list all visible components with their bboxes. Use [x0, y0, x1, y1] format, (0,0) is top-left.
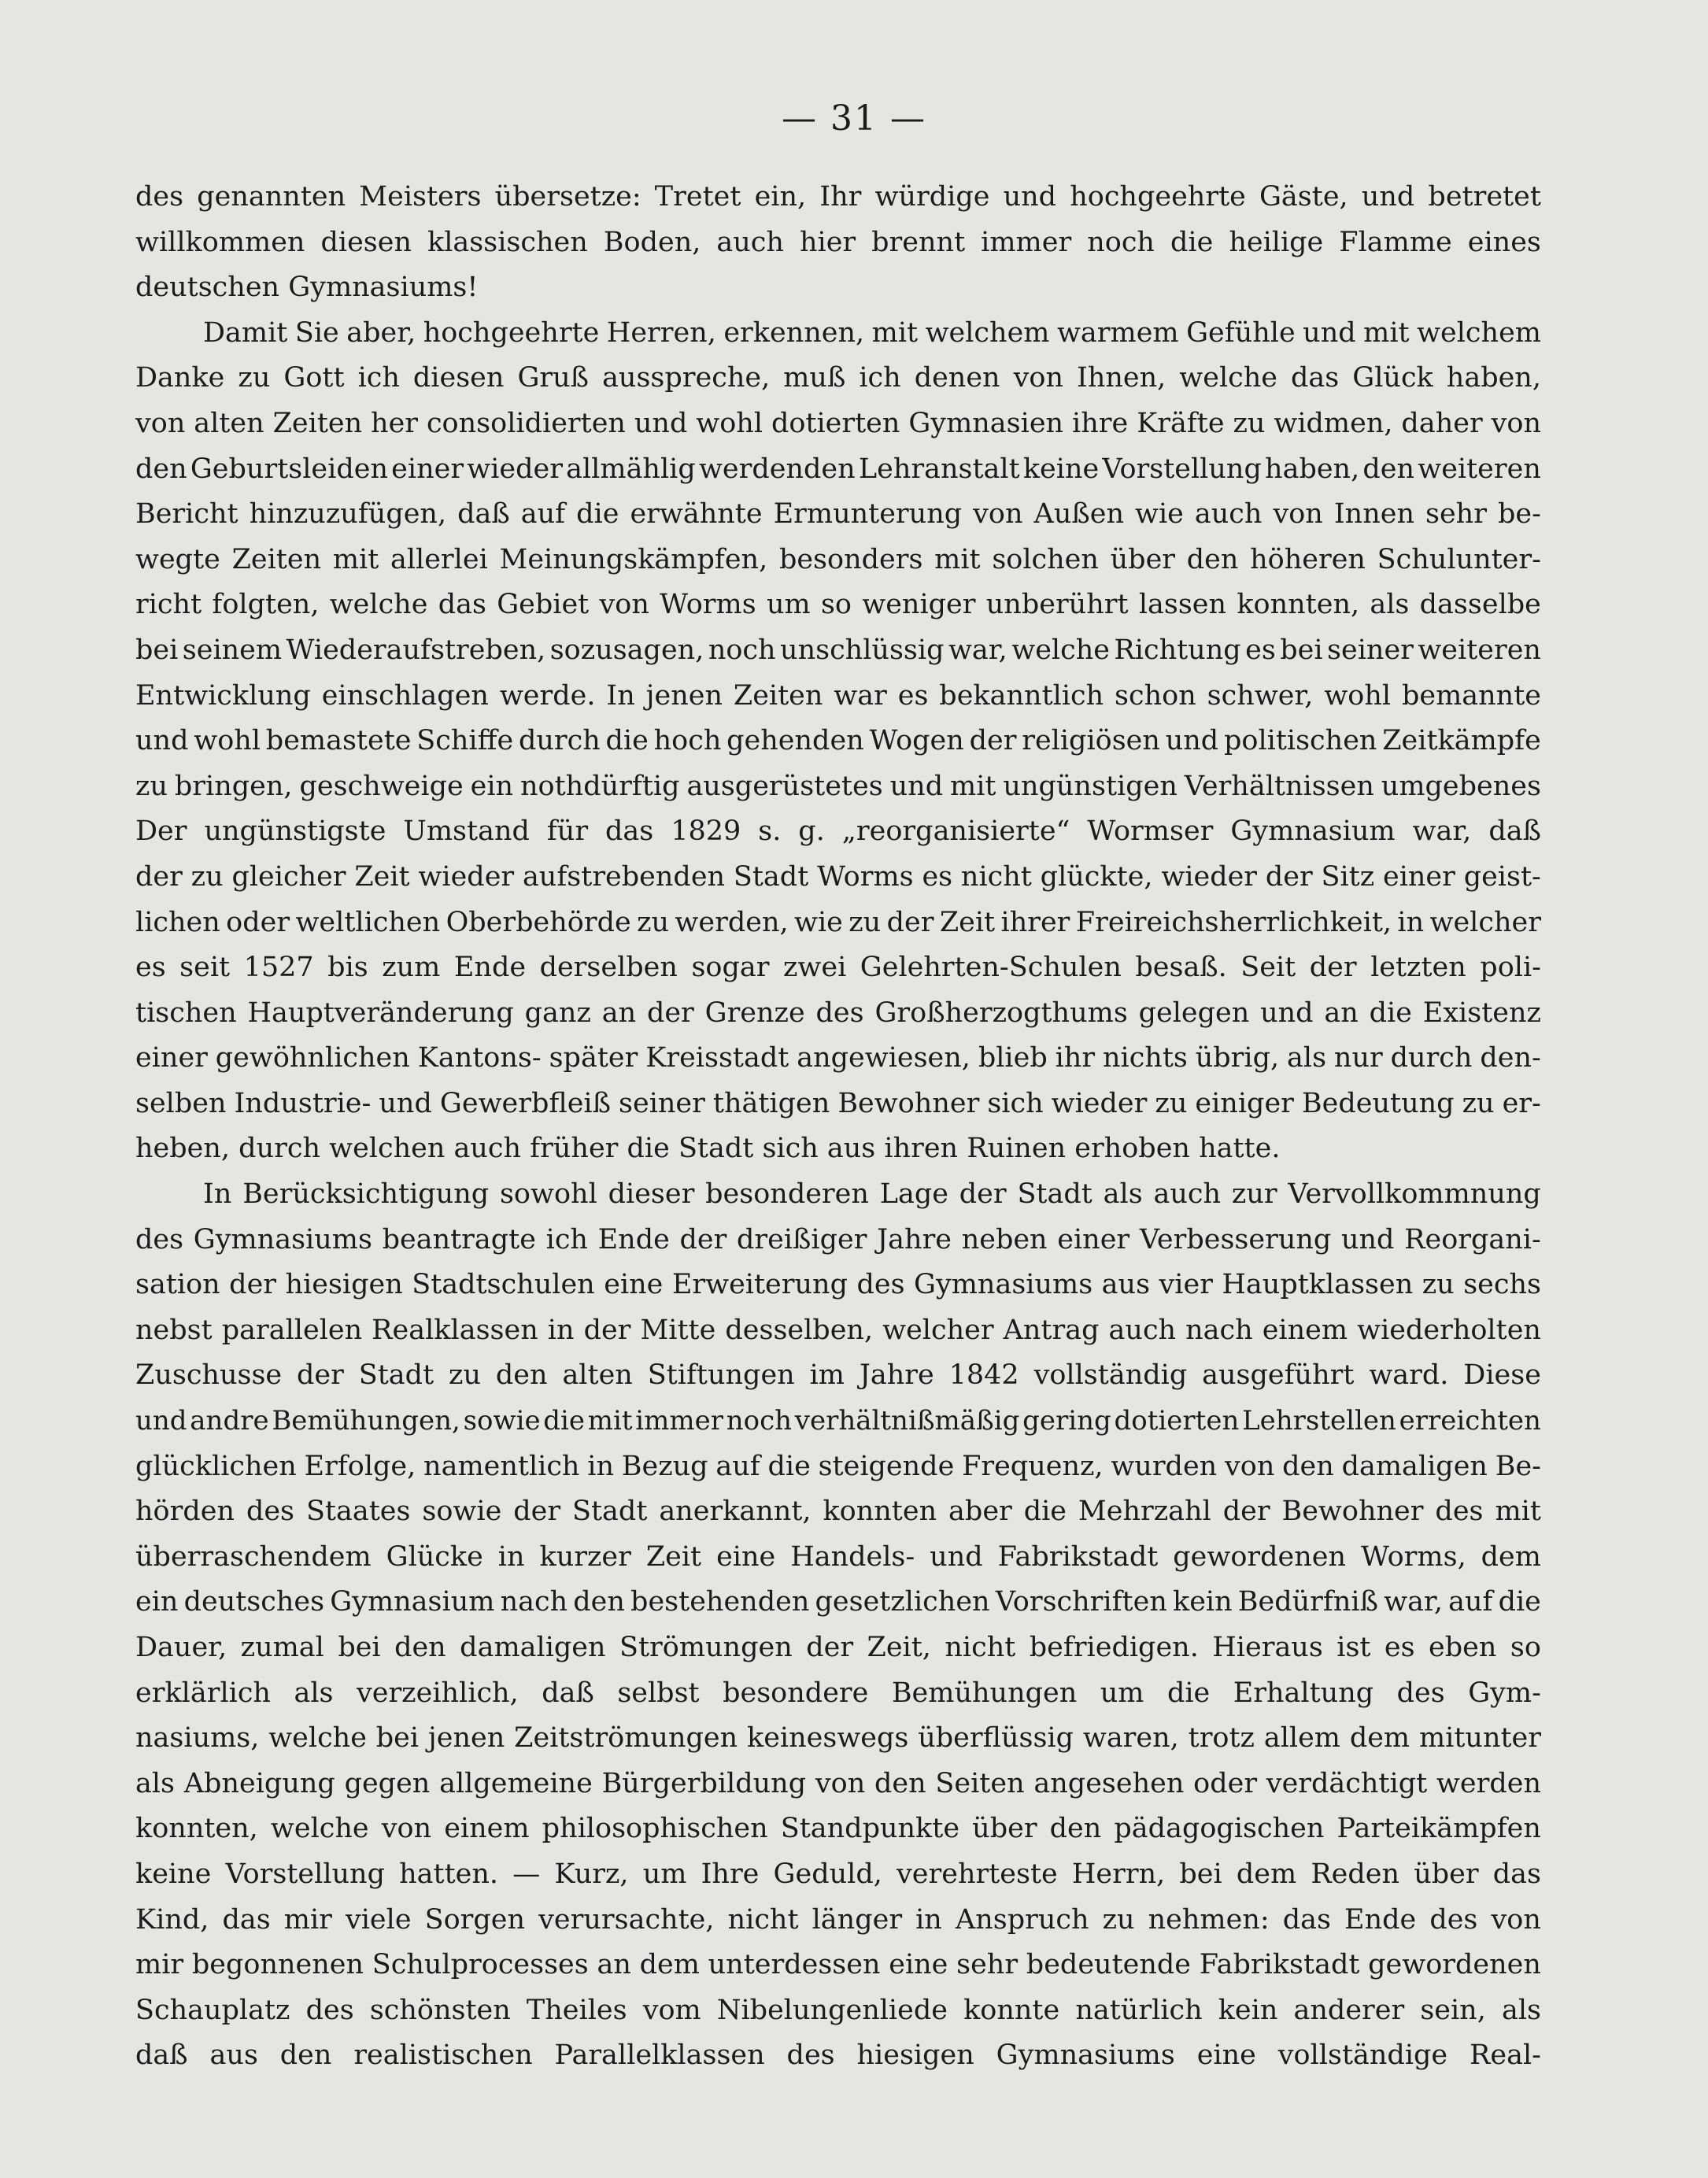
text-line: bei seinem Wiederaufstreben, sozusagen, noch unschlüssig war, welche Richtung es bei seiner weiteren	[135, 634, 1541, 666]
text-line: willkommen diesen klassischen Boden, auch hier brennt immer noch die heilige Flamme eines	[135, 226, 1541, 258]
text-line: Entwicklung einschlagen werde. In jenen Zeiten war es bekanntlich schon schwer, wohl bemannte	[135, 679, 1541, 712]
text-line: richt folgten, welche das Gebiet von Worms um so weniger unberührt lassen konnten, als dasselbe	[135, 589, 1541, 621]
page-number: — 31 —	[782, 98, 926, 139]
text-line: konnten, welche von einem philosophischen Standpunkte über den pädagogischen Parteikämpfen	[135, 1813, 1541, 1845]
text-line: den Geburtsleiden einer wieder allmählig werdenden Lehranstalt keine Vorstellung haben, den weiteren	[135, 453, 1541, 485]
text-line: einer gewöhnlichen Kantons- später Kreisstadt angewiesen, blieb ihr nichts übrig, als nur durch den-	[135, 1042, 1541, 1074]
text-line: glücklichen Erfolge, namentlich in Bezug auf die steigende Frequenz, wurden von den damaligen Be-	[135, 1450, 1541, 1482]
text-line: nebst parallelen Realklassen in der Mitte desselben, welcher Antrag auch nach einem wiederholten	[135, 1314, 1541, 1346]
text-line: Danke zu Gott ich diesen Gruß ausspreche, muß ich denen von Ihnen, welche das Glück haben,	[135, 362, 1541, 394]
text-line: Zuschusse der Stadt zu den alten Stiftungen im Jahre 1842 vollständig ausgeführt ward. Diese	[135, 1359, 1541, 1392]
text-line: lichen oder weltlichen Oberbehörde zu werden, wie zu der Zeit ihrer Freireichsherrlichkeit, in welcher	[135, 906, 1541, 938]
text-line: heben, durch welchen auch früher die Stadt sich aus ihren Ruinen erhoben hatte.	[135, 1133, 1281, 1165]
text-line: und wohl bemastete Schiffe durch die hoch gehenden Wogen der religiösen und politischen Zeitkämpfe	[135, 725, 1541, 757]
text-line: wegte Zeiten mit allerlei Meinungskämpfen, besonders mit solchen über den höheren Schulunter-	[135, 543, 1541, 575]
text-line: Dauer, zumal bei den damaligen Strömungen der Zeit, nicht befriedigen. Hieraus ist es eben so	[135, 1632, 1541, 1663]
text-line: Schauplatz des schönsten Theiles vom Nibelungenliede konnte natürlich kein anderer sein, als	[135, 1994, 1541, 2026]
text-line: als Abneigung gegen allgemeine Bürgerbildung von den Seiten angesehen oder verdächtigt werden	[135, 1767, 1541, 1799]
text-line: selben Industrie- und Gewerbfleiß seiner thätigen Bewohner sich wieder zu einiger Bedeutung zu er-	[135, 1087, 1541, 1119]
text-line: keine Vorstellung hatten. — Kurz, um Ihre Geduld, verehrteste Herrn, bei dem Reden über das	[135, 1858, 1541, 1890]
text-line: des genannten Meisters übersetze: Tretet ein, Ihr würdige und hochgeehrte Gäste, und betretet	[135, 181, 1541, 213]
text-line: Bericht hinzuzufügen, daß auf die erwähnte Ermunterung von Außen wie auch von Innen sehr be-	[135, 498, 1541, 531]
text-line: Der ungünstigste Umstand für das 1829 s. g. „reorganisierte“ Wormser Gymnasium war, daß	[135, 815, 1541, 848]
text-line: des Gymnasiums beantragte ich Ende der dreißiger Jahre neben einer Verbesserung und Reorgani-	[135, 1223, 1541, 1255]
text-line: mir begonnenen Schulprocesses an dem unterdessen eine sehr bedeutende Fabrikstadt gewordenen	[135, 1949, 1541, 1981]
text-line: überraschendem Glücke in kurzer Zeit eine Handels- und Fabrikstadt gewordenen Worms, dem	[135, 1540, 1541, 1573]
body-text	[135, 175, 1541, 2079]
text-line: und andre Bemühungen, sowie die mit immer noch verhältnißmäßig gering dotierten Lehrstellen erreichten	[135, 1405, 1541, 1437]
text-line: In Berücksichtigung sowohl dieser besonderen Lage der Stadt als auch zur Vervollkommnung	[203, 1178, 1541, 1211]
text-line: der zu gleicher Zeit wieder aufstrebenden Stadt Worms es nicht glückte, wieder der Sitz einer geist-	[135, 860, 1541, 893]
text-line: Damit Sie aber, hochgeehrte Herren, erkennen, mit welchem warmem Gefühle und mit welchem	[203, 316, 1541, 349]
text-line: deutschen Gymnasiums!	[135, 272, 479, 304]
text-line: erklärlich als verzeihlich, daß selbst besondere Bemühungen um die Erhaltung des Gym-	[135, 1677, 1541, 1709]
text-line: zu bringen, geschweige ein nothdürftig ausgerüstetes und mit ungünstigen Verhältnissen umgebenes	[135, 770, 1541, 802]
text-line: daß aus den realistischen Parallelklassen des hiesigen Gymnasiums eine vollständige Real-	[135, 2039, 1541, 2072]
text-line: tischen Hauptveränderung ganz an der Grenze des Großherzogthums gelegen und an die Existenz	[135, 997, 1541, 1029]
text-line: sation der hiesigen Stadtschulen eine Erweiterung des Gymnasiums aus vier Hauptklassen zu sechs	[135, 1269, 1541, 1301]
text-line: ein deutsches Gymnasium nach den bestehenden gesetzlichen Vorschriften kein Bedürfniß war, auf die	[135, 1586, 1541, 1618]
text-line: hörden des Staates sowie der Stadt anerkannt, konnten aber die Mehrzahl der Bewohner des mit	[135, 1496, 1541, 1528]
text-line: es seit 1527 bis zum Ende derselben sogar zwei Gelehrten-Schulen besaß. Seit der letzten poli-	[135, 952, 1541, 984]
text-line: nasiums, welche bei jenen Zeitströmungen keineswegs überflüssig waren, trotz allem dem mitunter	[135, 1722, 1541, 1755]
text-line: von alten Zeiten her consolidierten und wohl dotierten Gymnasien ihre Kräfte zu widmen, daher von	[135, 407, 1541, 439]
text-line: Kind, das mir viele Sorgen verursachte, nicht länger in Anspruch zu nehmen: das Ende des von	[135, 1903, 1541, 1936]
